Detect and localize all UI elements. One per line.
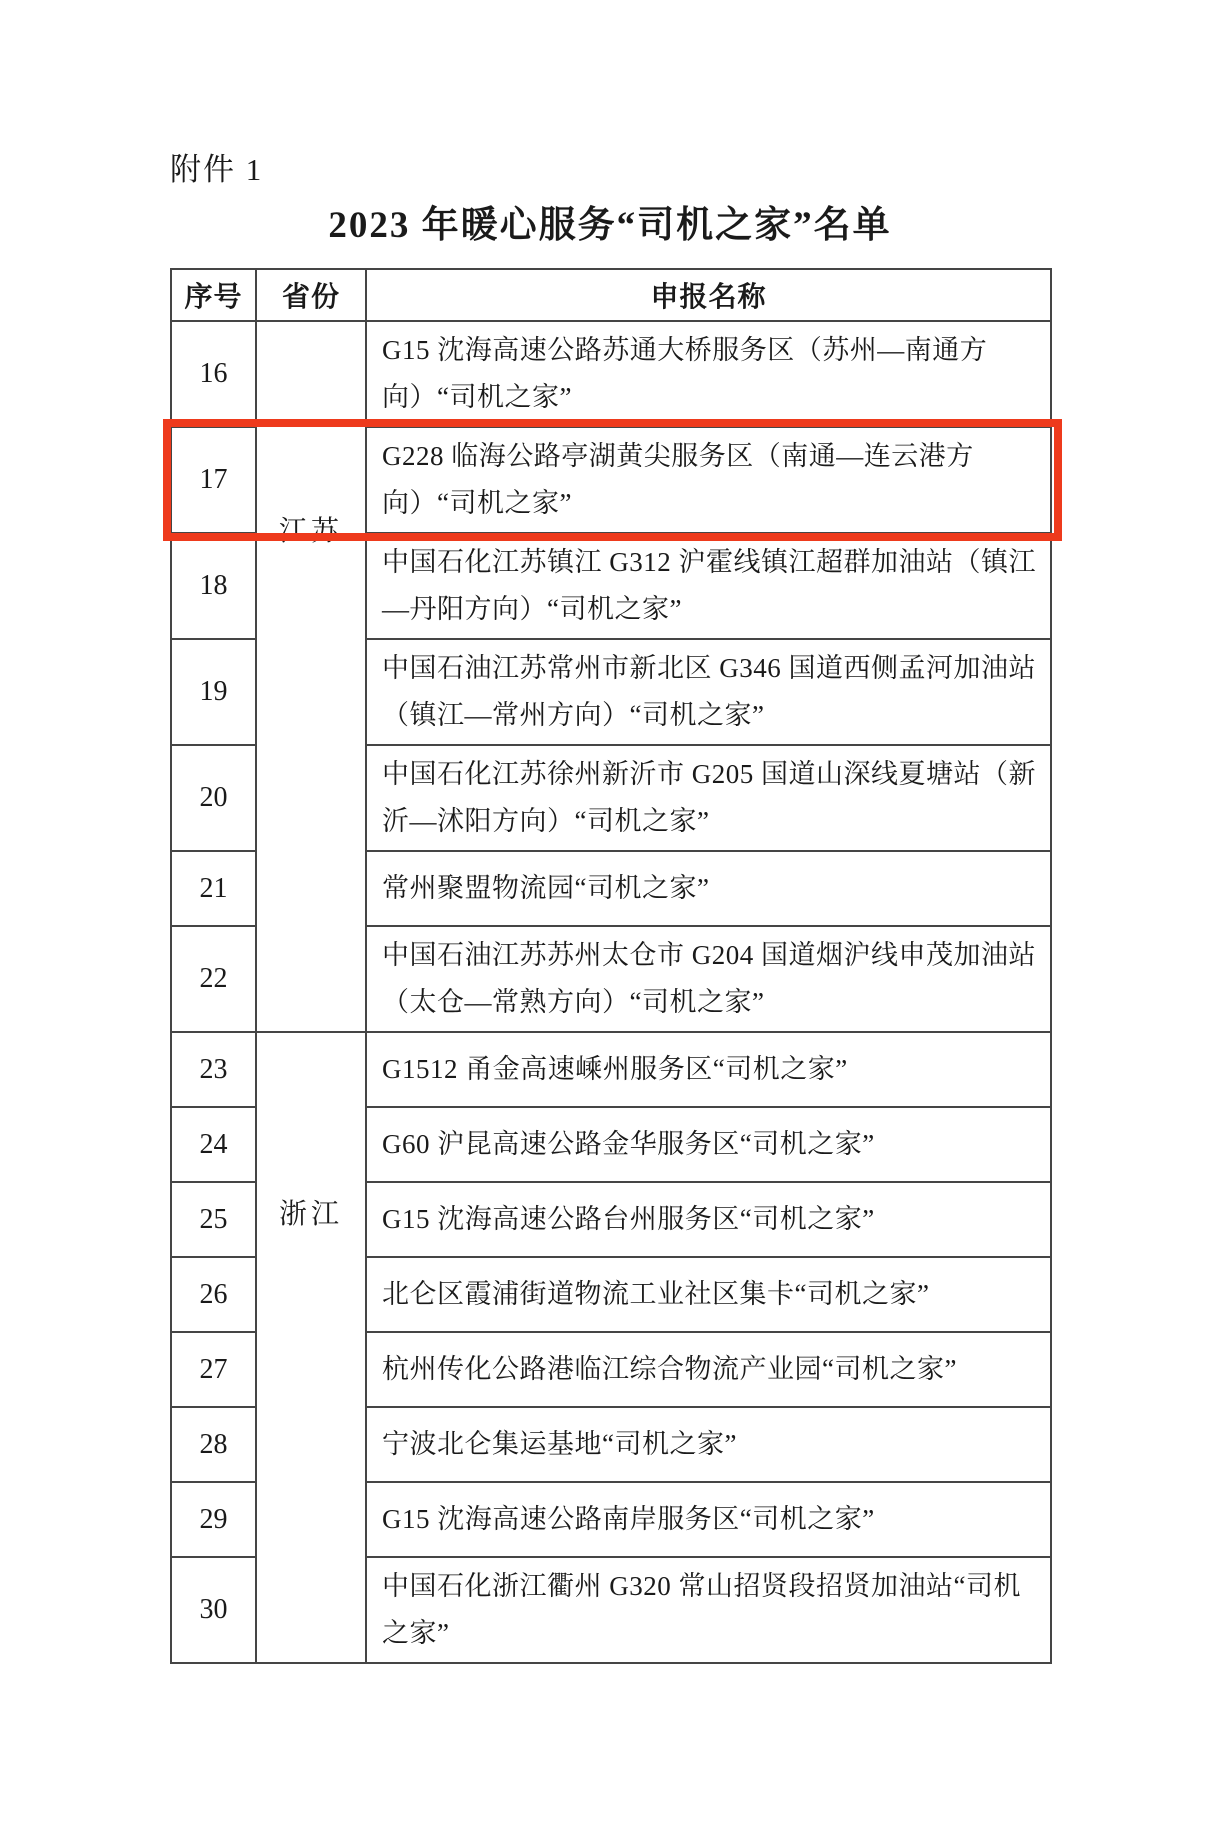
col-header-no: 序号: [171, 269, 256, 321]
row-number-cell: 19: [171, 639, 256, 745]
table-row: [171, 1032, 1051, 1107]
province-label: 江苏: [278, 516, 343, 547]
table-header-row: [171, 269, 1051, 321]
row-number-cell: 17: [171, 427, 256, 533]
row-number-cell: 26: [171, 1257, 256, 1332]
table-row: [171, 321, 1051, 427]
row-name-cell: 中国石油江苏苏州太仓市 G204 国道烟沪线申茂加油站（太仓—常熟方向）“司机之家”: [366, 926, 1051, 1032]
row-number-cell: 20: [171, 745, 256, 851]
row-number-cell: 16: [171, 321, 256, 427]
row-number-cell: 24: [171, 1107, 256, 1182]
attachment-label: 附件 1: [170, 152, 264, 187]
province-cell: [256, 1032, 366, 1663]
row-name-cell: G228 临海公路亭湖黄尖服务区（南通—连云港方向）“司机之家”: [366, 427, 1051, 533]
row-name-cell: G1512 甬金高速嵊州服务区“司机之家”: [366, 1032, 1051, 1107]
row-name-cell: 常州聚盟物流园“司机之家”: [366, 851, 1051, 926]
row-number-cell: 21: [171, 851, 256, 926]
col-header-name: 申报名称: [366, 269, 1051, 321]
row-name-cell: 杭州传化公路港临江综合物流产业园“司机之家”: [366, 1332, 1051, 1407]
col-header-province: 省份: [256, 269, 366, 321]
row-number-cell: 23: [171, 1032, 256, 1107]
row-name-cell: G15 沈海高速公路苏通大桥服务区（苏州—南通方向）“司机之家”: [366, 321, 1051, 427]
row-name-cell: G15 沈海高速公路台州服务区“司机之家”: [366, 1182, 1051, 1257]
province-label: 浙江: [278, 1199, 343, 1230]
row-number-cell: 28: [171, 1407, 256, 1482]
row-number-cell: 29: [171, 1482, 256, 1557]
row-number-cell: 18: [171, 533, 256, 639]
row-name-cell: 中国石化浙江衢州 G320 常山招贤段招贤加油站“司机之家”: [366, 1557, 1051, 1663]
row-number-cell: 30: [171, 1557, 256, 1663]
row-number-cell: 25: [171, 1182, 256, 1257]
driver-home-table: [170, 268, 1052, 1664]
row-number-cell: 27: [171, 1332, 256, 1407]
row-name-cell: G15 沈海高速公路南岸服务区“司机之家”: [366, 1482, 1051, 1557]
page-title: 2023 年暖心服务“司机之家”名单: [328, 205, 892, 246]
row-name-cell: 中国石化江苏镇江 G312 沪霍线镇江超群加油站（镇江—丹阳方向）“司机之家”: [366, 533, 1051, 639]
row-name-cell: 中国石油江苏常州市新北区 G346 国道西侧孟河加油站（镇江—常州方向）“司机之家”: [366, 639, 1051, 745]
row-number-cell: 22: [171, 926, 256, 1032]
row-name-cell: 北仑区霞浦街道物流工业社区集卡“司机之家”: [366, 1257, 1051, 1332]
row-name-cell: G60 沪昆高速公路金华服务区“司机之家”: [366, 1107, 1051, 1182]
row-name-cell: 宁波北仑集运基地“司机之家”: [366, 1407, 1051, 1482]
province-cell: [256, 321, 366, 1032]
row-name-cell: 中国石化江苏徐州新沂市 G205 国道山深线夏塘站（新沂—沭阳方向）“司机之家”: [366, 745, 1051, 851]
